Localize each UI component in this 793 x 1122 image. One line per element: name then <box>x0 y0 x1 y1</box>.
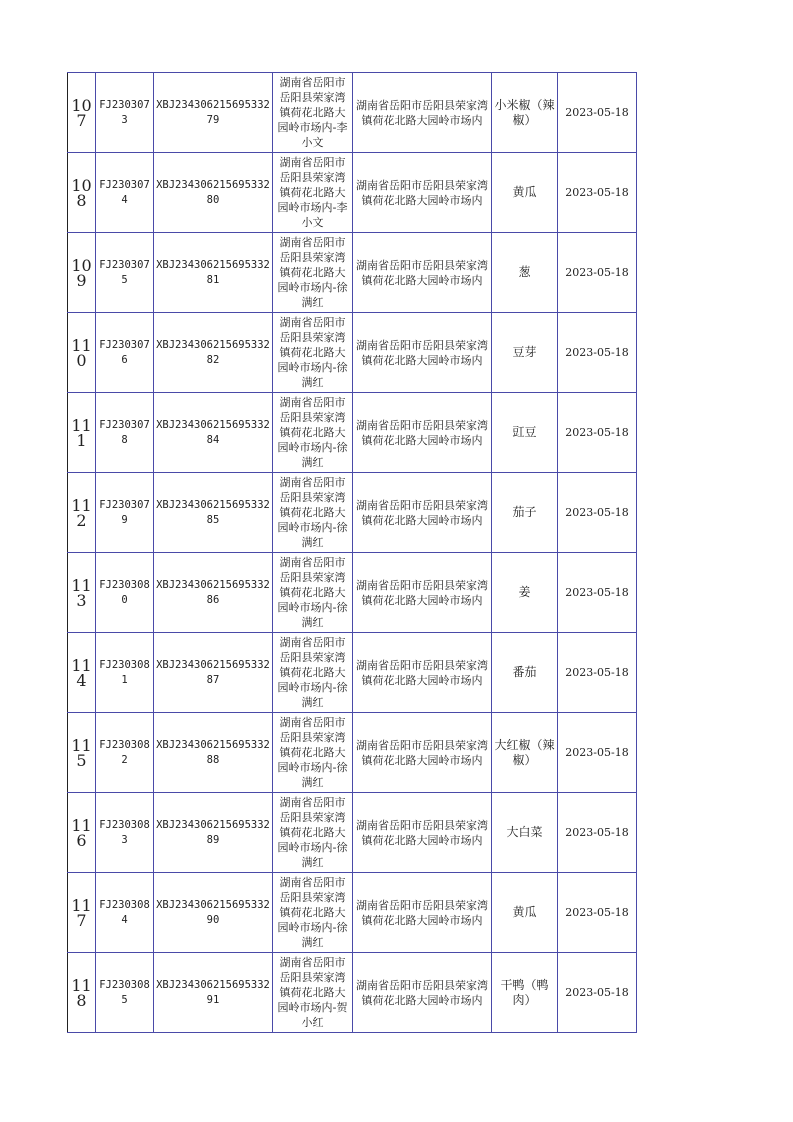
sample-id: XBJ23430621569533287 <box>154 633 273 713</box>
seller-name: 湖南省岳阳市岳阳县荣家湾镇荷花北路大园岭市场内-徐满红 <box>273 873 353 953</box>
sample-id: XBJ23430621569533279 <box>154 73 273 153</box>
table-row <box>68 473 637 553</box>
seller-location: 湖南省岳阳市岳阳县荣家湾镇荷花北路大园岭市场内 <box>353 233 492 313</box>
report-code: FJ2303081 <box>96 633 154 713</box>
food-name: 番茄 <box>492 633 558 713</box>
seller-location: 湖南省岳阳市岳阳县荣家湾镇荷花北路大园岭市场内 <box>353 953 492 1033</box>
row-number: 116 <box>68 793 96 873</box>
report-code: FJ2303076 <box>96 313 154 393</box>
row-number: 113 <box>68 553 96 633</box>
row-number: 115 <box>68 713 96 793</box>
seller-location: 湖南省岳阳市岳阳县荣家湾镇荷花北路大园岭市场内 <box>353 873 492 953</box>
report-code: FJ2303079 <box>96 473 154 553</box>
sampling-date: 2023-05-18 <box>558 553 637 633</box>
seller-name: 湖南省岳阳市岳阳县荣家湾镇荷花北路大园岭市场内-徐满红 <box>273 713 353 793</box>
seller-name: 湖南省岳阳市岳阳县荣家湾镇荷花北路大园岭市场内-徐满红 <box>273 553 353 633</box>
food-name: 豆芽 <box>492 313 558 393</box>
sampling-date: 2023-05-18 <box>558 313 637 393</box>
row-number: 112 <box>68 473 96 553</box>
table-row <box>68 73 637 153</box>
report-code: FJ2303080 <box>96 553 154 633</box>
sample-id: XBJ23430621569533291 <box>154 953 273 1033</box>
row-number: 109 <box>68 233 96 313</box>
food-name: 大红椒（辣椒） <box>492 713 558 793</box>
row-number: 117 <box>68 873 96 953</box>
food-name: 葱 <box>492 233 558 313</box>
report-code: FJ2303085 <box>96 953 154 1033</box>
seller-location: 湖南省岳阳市岳阳县荣家湾镇荷花北路大园岭市场内 <box>353 313 492 393</box>
report-code: FJ2303073 <box>96 73 154 153</box>
sample-id: XBJ23430621569533289 <box>154 793 273 873</box>
table-row <box>68 553 637 633</box>
seller-name: 湖南省岳阳市岳阳县荣家湾镇荷花北路大园岭市场内-徐满红 <box>273 793 353 873</box>
food-name: 姜 <box>492 553 558 633</box>
row-number: 107 <box>68 73 96 153</box>
seller-location: 湖南省岳阳市岳阳县荣家湾镇荷花北路大园岭市场内 <box>353 793 492 873</box>
seller-name: 湖南省岳阳市岳阳县荣家湾镇荷花北路大园岭市场内-徐满红 <box>273 233 353 313</box>
seller-name: 湖南省岳阳市岳阳县荣家湾镇荷花北路大园岭市场内-徐满红 <box>273 473 353 553</box>
sampling-date: 2023-05-18 <box>558 153 637 233</box>
row-number: 108 <box>68 153 96 233</box>
seller-location: 湖南省岳阳市岳阳县荣家湾镇荷花北路大园岭市场内 <box>353 473 492 553</box>
sampling-date: 2023-05-18 <box>558 793 637 873</box>
food-name: 小米椒（辣椒） <box>492 73 558 153</box>
report-code: FJ2303078 <box>96 393 154 473</box>
sample-id: XBJ23430621569533290 <box>154 873 273 953</box>
sampling-date: 2023-05-18 <box>558 233 637 313</box>
food-name: 黄瓜 <box>492 873 558 953</box>
table-row <box>68 713 637 793</box>
report-code: FJ2303084 <box>96 873 154 953</box>
food-name: 豇豆 <box>492 393 558 473</box>
sample-id: XBJ23430621569533281 <box>154 233 273 313</box>
table-row <box>68 313 637 393</box>
row-number: 114 <box>68 633 96 713</box>
seller-location: 湖南省岳阳市岳阳县荣家湾镇荷花北路大园岭市场内 <box>353 633 492 713</box>
seller-location: 湖南省岳阳市岳阳县荣家湾镇荷花北路大园岭市场内 <box>353 153 492 233</box>
row-number: 110 <box>68 313 96 393</box>
sample-id: XBJ23430621569533280 <box>154 153 273 233</box>
sample-id: XBJ23430621569533288 <box>154 713 273 793</box>
report-code: FJ2303074 <box>96 153 154 233</box>
seller-name: 湖南省岳阳市岳阳县荣家湾镇荷花北路大园岭市场内-徐满红 <box>273 633 353 713</box>
food-name: 茄子 <box>492 473 558 553</box>
report-code: FJ2303082 <box>96 713 154 793</box>
row-number: 118 <box>68 953 96 1033</box>
table-row <box>68 153 637 233</box>
sampling-date: 2023-05-18 <box>558 873 637 953</box>
sample-id: XBJ23430621569533285 <box>154 473 273 553</box>
seller-name: 湖南省岳阳市岳阳县荣家湾镇荷花北路大园岭市场内-李小文 <box>273 73 353 153</box>
table-body <box>68 73 637 1033</box>
sampling-date: 2023-05-18 <box>558 73 637 153</box>
sample-id: XBJ23430621569533282 <box>154 313 273 393</box>
table-row <box>68 233 637 313</box>
sample-id: XBJ23430621569533286 <box>154 553 273 633</box>
seller-location: 湖南省岳阳市岳阳县荣家湾镇荷花北路大园岭市场内 <box>353 713 492 793</box>
sampling-date: 2023-05-18 <box>558 633 637 713</box>
food-name: 黄瓜 <box>492 153 558 233</box>
sampling-date: 2023-05-18 <box>558 473 637 553</box>
food-name: 干鸭（鸭肉） <box>492 953 558 1033</box>
table-row <box>68 873 637 953</box>
row-number: 111 <box>68 393 96 473</box>
sampling-date: 2023-05-18 <box>558 953 637 1033</box>
food-name: 大白菜 <box>492 793 558 873</box>
seller-location: 湖南省岳阳市岳阳县荣家湾镇荷花北路大园岭市场内 <box>353 73 492 153</box>
table-row <box>68 953 637 1033</box>
seller-location: 湖南省岳阳市岳阳县荣家湾镇荷花北路大园岭市场内 <box>353 553 492 633</box>
sampling-date: 2023-05-18 <box>558 713 637 793</box>
table-row <box>68 393 637 473</box>
table-row <box>68 793 637 873</box>
seller-name: 湖南省岳阳市岳阳县荣家湾镇荷花北路大园岭市场内-贺小红 <box>273 953 353 1033</box>
sampling-records-table <box>67 72 637 1033</box>
seller-name: 湖南省岳阳市岳阳县荣家湾镇荷花北路大园岭市场内-徐满红 <box>273 313 353 393</box>
sampling-date: 2023-05-18 <box>558 393 637 473</box>
seller-name: 湖南省岳阳市岳阳县荣家湾镇荷花北路大园岭市场内-徐满红 <box>273 393 353 473</box>
seller-location: 湖南省岳阳市岳阳县荣家湾镇荷花北路大园岭市场内 <box>353 393 492 473</box>
report-code: FJ2303075 <box>96 233 154 313</box>
table-row <box>68 633 637 713</box>
seller-name: 湖南省岳阳市岳阳县荣家湾镇荷花北路大园岭市场内-李小文 <box>273 153 353 233</box>
sample-id: XBJ23430621569533284 <box>154 393 273 473</box>
report-code: FJ2303083 <box>96 793 154 873</box>
